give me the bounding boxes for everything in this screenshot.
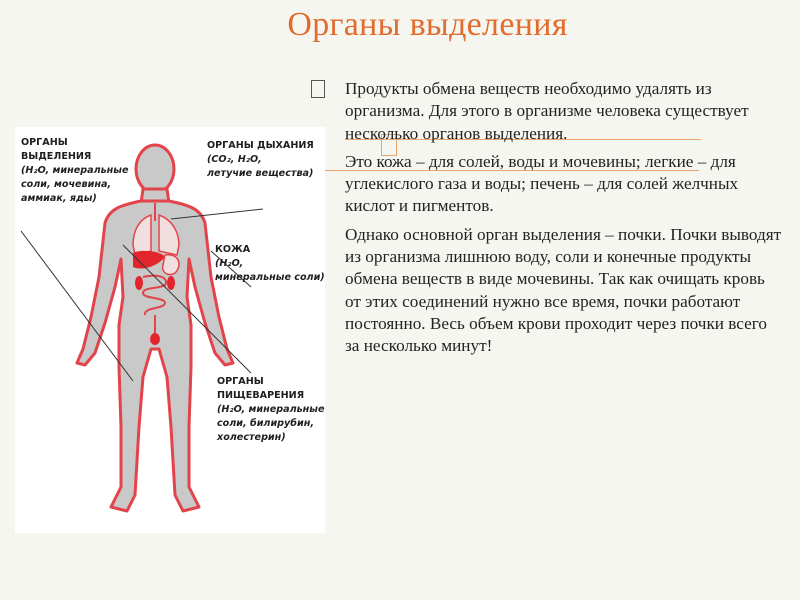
paragraph-2: Это кожа – для солей, воды и мочевины; легкие – для углекислого газа и воды; печень – для солей желчных кислот и пигментов. [345, 151, 739, 216]
bladder [150, 333, 160, 345]
stomach [163, 255, 179, 275]
paragraph-1: Продукты обмена веществ необходимо удалять из организма. Для этого в организме человека существует несколько органов выделения. [345, 79, 749, 143]
slide-title: Органы выделения [287, 6, 568, 43]
bullet-icon [311, 80, 325, 98]
label-skin: КОЖА (H₂O, минеральные соли) [215, 244, 325, 283]
anatomy-figure [15, 127, 325, 533]
label-respiratory-organs: ОРГАНЫ ДЫХАНИЯ (CO₂, H₂O, летучие вещества) [207, 140, 314, 179]
label-digestive-organs: ОРГАНЫ ПИЩЕВАРЕНИЯ (H₂O, минеральные соли, билирубин, холестерин) [217, 376, 325, 443]
paragraph-3: Однако основной орган выделения – почки. Почки выводят из организма лишнюю воду, соли и конечные продукты обмена веществ в виде мочевины. Так как очищать кровь от этих соединений нужно все время, почки работают постоянно. Весь объем крови проходит через почки всего за несколько минут! [345, 224, 782, 356]
label-excretory-organs: ОРГАНЫ ВЫДЕЛЕНИЯ (H₂O, минеральные соли, мочевина, аммиак, яды) [21, 137, 129, 204]
body-text [345, 78, 785, 364]
